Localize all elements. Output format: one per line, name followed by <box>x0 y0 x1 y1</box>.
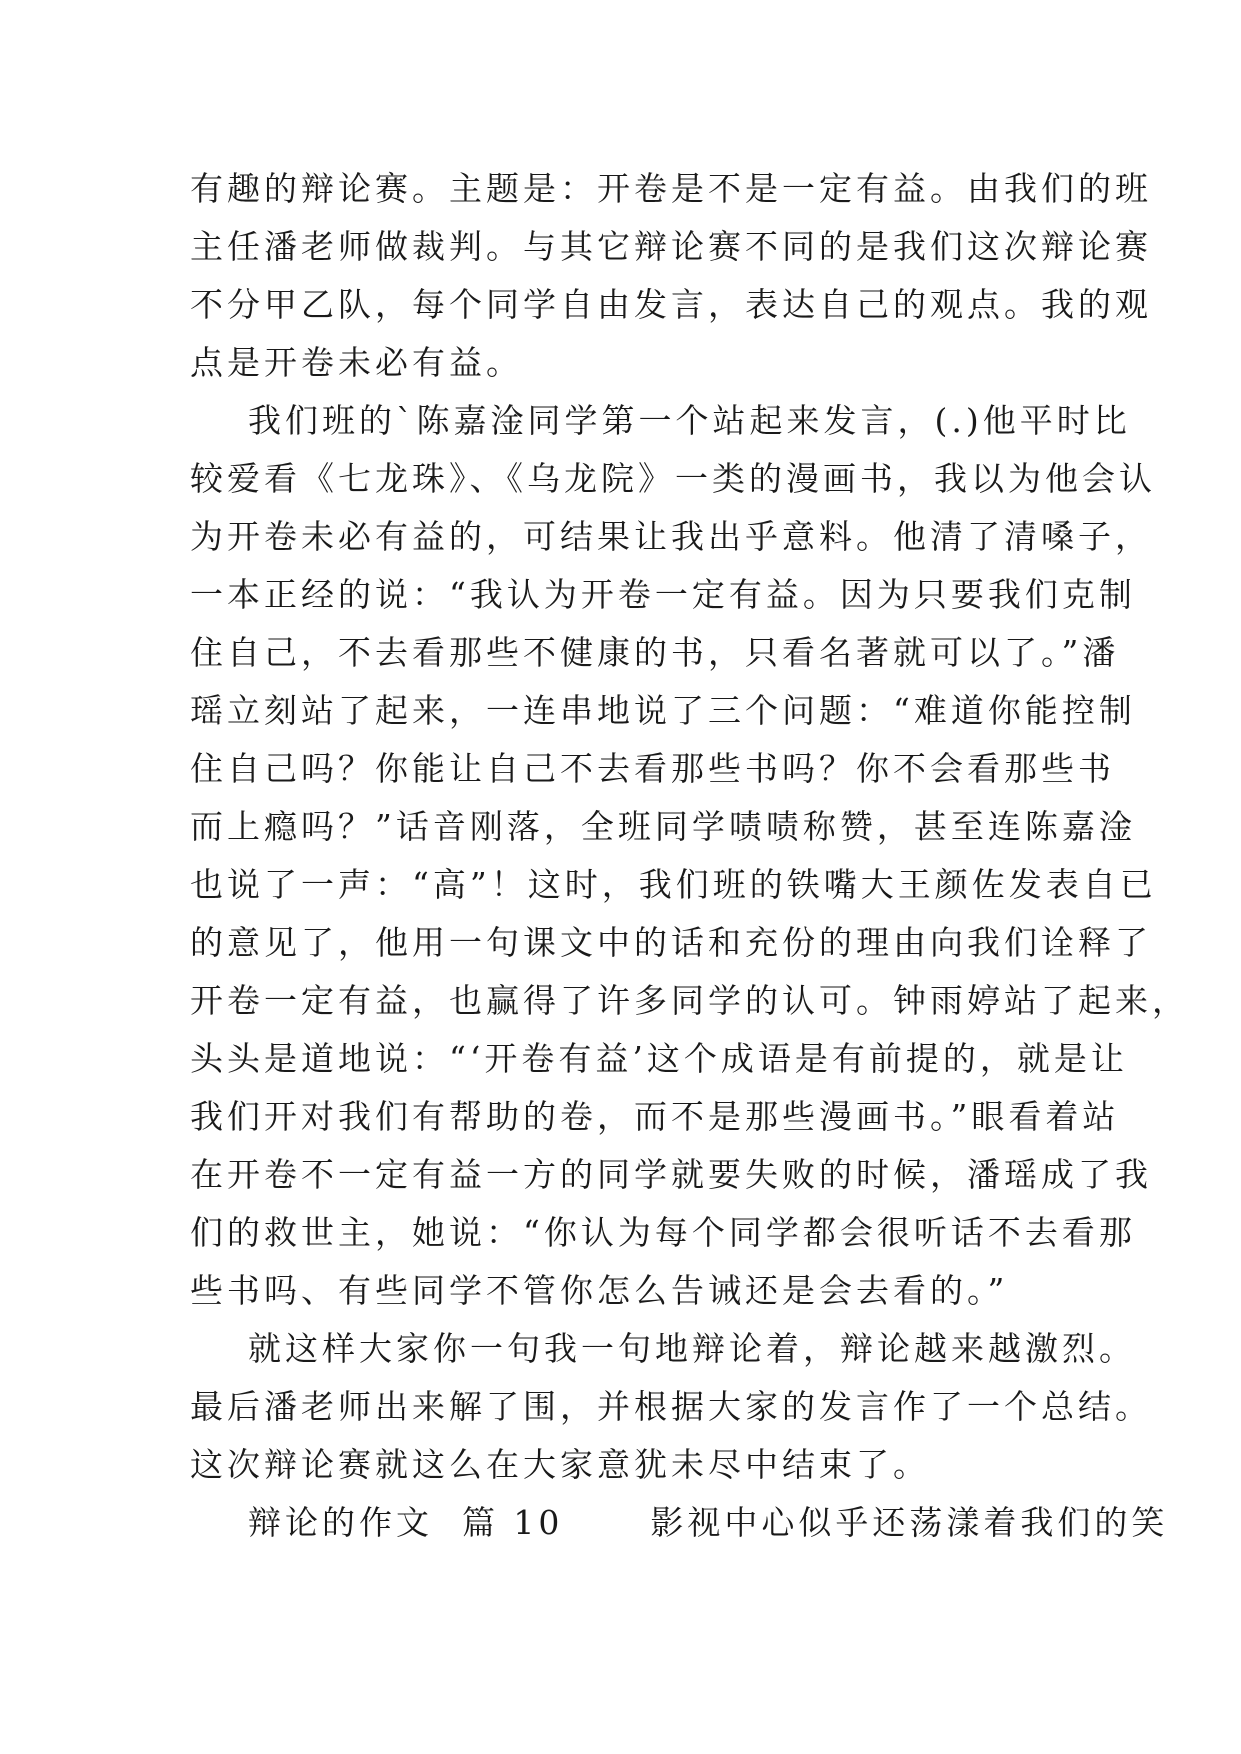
body-text <box>190 160 1189 1552</box>
text-line: 而上瘾吗？”话音刚落，全班同学啧啧称赞，甚至连陈嘉淦 <box>190 807 1136 846</box>
text-line: 就这样大家你一句我一句地辩论着，辩论越来越激烈。 <box>190 1329 1136 1368</box>
text-line: 有趣的辩论赛。主题是：开卷是不是一定有益。由我们的班 <box>190 169 1152 208</box>
text-line: 主任潘老师做裁判。与其它辩论赛不同的是我们这次辩论赛 <box>190 227 1152 266</box>
text-line: 住自己，不去看那些不健康的书，只看名著就可以了。”潘 <box>190 633 1120 672</box>
text-line: 辩论的作文 篇 10 影视中心似乎还荡漾着我们的笑 <box>190 1503 1169 1542</box>
text-line: 些书吗、有些同学不管你怎么告诫还是会去看的。” <box>190 1271 1009 1310</box>
text-line: 也说了一声：“高”！这时，我们班的铁嘴大王颜佐发表自已 <box>190 865 1157 904</box>
text-line: 在开卷不一定有益一方的同学就要失败的时候，潘瑶成了我 <box>190 1155 1152 1194</box>
text-line: 这次辩论赛就这么在大家意犹未尽中结束了。 <box>190 1445 930 1484</box>
text-line: 较爱看《七龙珠》、《乌龙院》一类的漫画书，我以为他会认 <box>190 459 1156 498</box>
text-line: 为开卷未必有益的，可结果让我出乎意料。他清了清嗓子， <box>190 517 1152 556</box>
text-line: 的意见了，他用一句课文中的话和充份的理由向我们诠释了 <box>190 923 1152 962</box>
text-line: 我们班的`陈嘉淦同学第一个站起来发言，(.)他平时比 <box>190 401 1131 440</box>
text-line: 一本正经的说：“我认为开卷一定有益。因为只要我们克制 <box>190 575 1136 614</box>
text-line: 瑶立刻站了起来，一连串地说了三个问题：“难道你能控制 <box>190 691 1136 730</box>
text-line: 头头是道地说：“‘开卷有益’这个成语是有前提的，就是让 <box>190 1039 1128 1078</box>
text-line: 我们开对我们有帮助的卷，而不是那些漫画书。”眼看着站 <box>190 1097 1120 1136</box>
text-line: 最后潘老师出来解了围，并根据大家的发言作了一个总结。 <box>190 1387 1152 1426</box>
text-line: 住自己吗？你能让自己不去看那些书吗？你不会看那些书 <box>190 749 1115 788</box>
text-line: 开卷一定有益，也赢得了许多同学的认可。钟雨婷站了起来， <box>190 981 1189 1020</box>
text-line: 们的救世主，她说：“你认为每个同学都会很听话不去看那 <box>190 1213 1136 1252</box>
text-line: 点是开卷未必有益。 <box>190 343 523 382</box>
text-line: 不分甲乙队，每个同学自由发言，表达自己的观点。我的观 <box>190 285 1152 324</box>
